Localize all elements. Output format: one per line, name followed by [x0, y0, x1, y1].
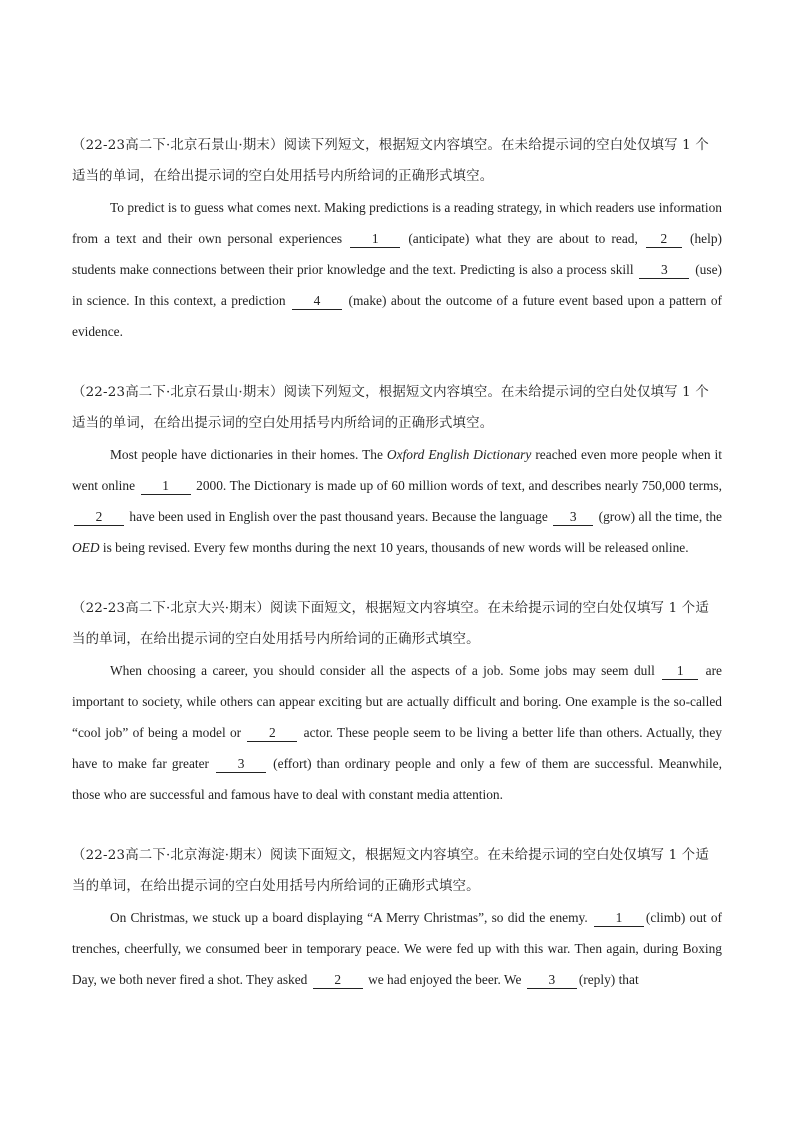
passage-text: (climb) out of trenches, cheerfully, we consumed beer in temporary peace. We were fed up with this war. Then again, during Boxing Day, we both never fired a shot. They asked — [72, 910, 722, 987]
answer-blank-1[interactable]: 1 — [662, 663, 698, 680]
question-passage — [72, 439, 722, 563]
passage-text: we had enjoyed the beer. We — [368, 972, 522, 987]
answer-blank-2[interactable]: 2 — [646, 231, 682, 248]
answer-blank-3[interactable]: 3 — [216, 756, 266, 773]
question-instruction: （22-23高二下·北京石景山·期末）阅读下列短文，根据短文内容填空。在未给提示词的空白处仅填写 1 个适当的单词，在给出提示词的空白处用括号内所给词的正确形式填空。 — [72, 138, 709, 184]
answer-blank-1[interactable]: 1 — [350, 231, 400, 248]
question-instruction: （22-23高二下·北京大兴·期末）阅读下面短文，根据短文内容填空。在未给提示词的空白处仅填写 1 个适当的单词，在给出提示词的空白处用括号内所给词的正确形式填空。 — [72, 601, 709, 647]
passage-text: actor. These people seem to be living a better life than others. Actually, they have to make far greater — [72, 725, 722, 771]
question-instruction: （22-23高二下·北京石景山·期末）阅读下列短文，根据短文内容填空。在未给提示词的空白处仅填写 1 个适当的单词，在给出提示词的空白处用括号内所给词的正确形式填空。 — [72, 385, 709, 431]
question-passage — [72, 902, 722, 995]
document-page — [72, 130, 722, 1025]
question-passage — [72, 655, 722, 810]
abbreviation: OED — [72, 540, 100, 555]
answer-blank-2[interactable]: 2 — [313, 972, 363, 989]
passage-text: 2000. The Dictionary is made up of 60 million words of text, and describes nearly 750,000 terms, — [196, 478, 722, 493]
passage-text: (reply) that — [578, 972, 639, 987]
answer-blank-3[interactable]: 3 — [527, 972, 577, 989]
passage-text: have been used in English over the past thousand years. Because the language — [129, 509, 548, 524]
passage-text: reached even more people when it went online — [72, 447, 722, 493]
answer-blank-2[interactable]: 2 — [74, 509, 124, 526]
answer-blank-3[interactable]: 3 — [553, 509, 593, 526]
passage-text: To predict is to guess what comes next. Making predictions is a reading strategy, in which readers use information from a text and their own personal experiences — [72, 200, 722, 246]
book-title: Oxford English Dictionary — [386, 447, 532, 462]
passage-text: are important to society, while others can appear exciting but are actually difficult and boring. One example is the so-called “cool job” of being a model or — [72, 663, 722, 740]
passage-text: is being revised. Every few months during the next 10 years, thousands of new words will be released online. — [102, 540, 689, 555]
question-instruction: （22-23高二下·北京海淀·期末）阅读下面短文，根据短文内容填空。在未给提示词的空白处仅填写 1 个适当的单词，在给出提示词的空白处用括号内所给词的正确形式填空。 — [72, 848, 709, 894]
question-passage — [72, 192, 722, 347]
answer-blank-1[interactable]: 1 — [141, 478, 191, 495]
answer-blank-3[interactable]: 3 — [639, 262, 689, 279]
answer-blank-2[interactable]: 2 — [247, 725, 297, 742]
passage-text: Most people have dictionaries in their homes. The — [110, 447, 383, 462]
passage-text: (effort) than ordinary people and only a few of them are successful. Meanwhile, those who are successful and famous have to deal with constant media attention. — [72, 756, 722, 802]
answer-blank-4[interactable]: 4 — [292, 293, 342, 310]
passage-text: (make) about the outcome of a future event based upon a pattern of evidence. — [72, 293, 722, 339]
question-block-2 — [72, 377, 722, 563]
passage-text: (grow) all the time, the — [598, 509, 722, 524]
passage-text: (help) students make connections between their prior knowledge and the text. Predicting is also a process skill — [72, 231, 722, 277]
question-block-3 — [72, 593, 722, 810]
passage-text: (anticipate) what they are about to read, — [408, 231, 638, 246]
passage-text: When choosing a career, you should consider all the aspects of a job. Some jobs may seem dull — [110, 663, 655, 678]
question-block-4 — [72, 840, 722, 995]
passage-text: On Christmas, we stuck up a board displaying “A Merry Christmas”, so did the enemy. — [110, 910, 588, 925]
passage-text: (use) in science. In this context, a prediction — [72, 262, 722, 308]
question-block-1 — [72, 130, 722, 347]
answer-blank-1[interactable]: 1 — [594, 910, 644, 927]
